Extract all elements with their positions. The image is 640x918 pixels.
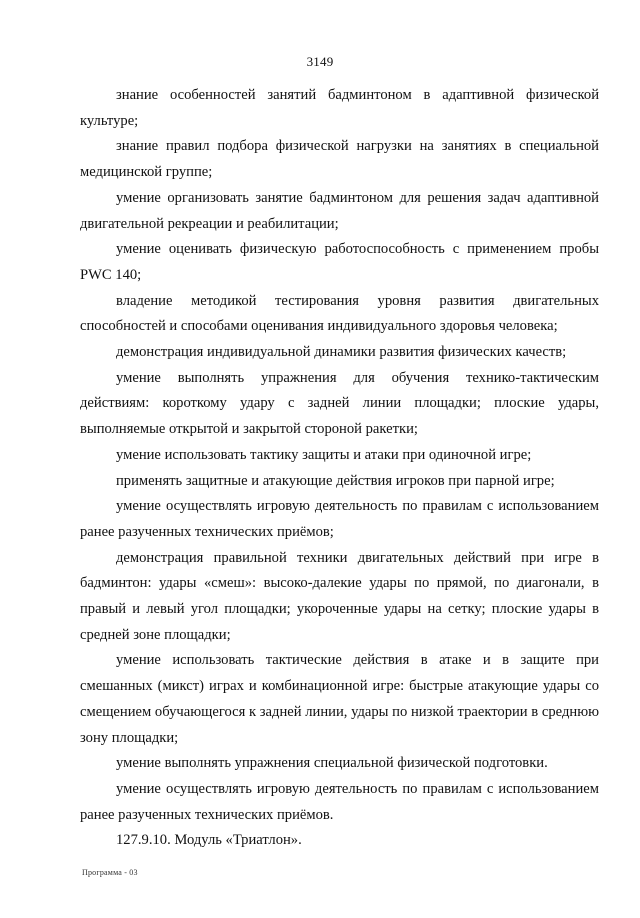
paragraph-5: владение методикой тестирования уровня развития двигательных способностей и способами оценивания индивидуального здоровья человека; [80, 292, 599, 335]
paragraph-12: умение использовать тактические действия в атаке и в защите при смешанных (микст) играх и комбинационной игре: быстрые атакующие удары со смещением обучающегося к задней линии, удары по низкой траектории в среднюю зону площадки; [80, 652, 599, 746]
paragraph-6: демонстрация индивидуальной динамики развития физических качеств; [116, 344, 567, 361]
paragraph-8: умение использовать тактику защиты и атаки при одиночной игре; [116, 446, 532, 463]
paragraph-3: умение организовать занятие бадминтоном для решения задач адаптивной двигательной рекреации и реабилитации; [80, 189, 599, 232]
section-heading: 127.9.10. Модуль «Триатлон». [116, 832, 302, 849]
document-body [80, 83, 599, 854]
paragraph-4: умение оценивать физическую работоспособность с применением пробы PWC 140; [80, 241, 599, 283]
paragraph-14: умение осуществлять игровую деятельность по правилам с использованием ранее разученных технических приёмов. [80, 780, 599, 823]
paragraph-1: знание особенностей занятий бадминтоном в адаптивной физической культуре; [80, 87, 599, 129]
paragraph-9: применять защитные и атакующие действия игроков при парной игре; [116, 472, 555, 489]
paragraph-2: знание правил подбора физической нагрузки на занятиях в специальной медицинской группе; [80, 138, 599, 181]
paragraph-13: умение выполнять упражнения специальной физической подготовки. [116, 755, 548, 772]
paragraph-11: демонстрация правильной техники двигательных действий при игре в бадминтон: удары «смеш»: высоко-далекие удары по прямой, по диагонали, в правый и левый угол площадки; укороченные удары на сетку; плоские удары в средней зоне площадки; [80, 549, 599, 643]
page-number: 3149 [306, 54, 334, 69]
paragraph-10: умение осуществлять игровую деятельность по правилам с использованием ранее разученных технических приёмов; [80, 498, 599, 540]
footer-note: Программа - 03 [82, 868, 138, 877]
paragraph-7: умение выполнять упражнения для обучения технико-тактическим действиям: короткому удару с задней линии площадки; плоские удары, выполняемые открытой и закрытой стороной ракетки; [80, 369, 599, 438]
